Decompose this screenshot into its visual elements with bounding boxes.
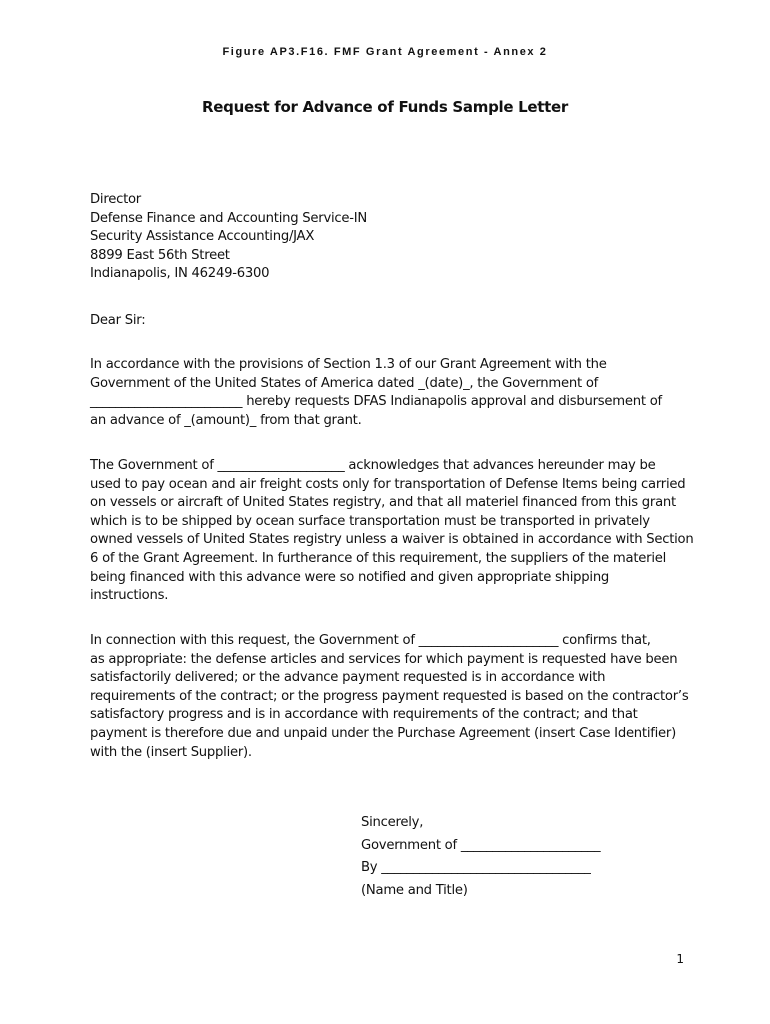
paragraph-line: which is to be shipped by ocean surface transportation must be transported in privately — [90, 513, 650, 529]
page-number: 1 — [676, 952, 684, 966]
signature-government-line: Government of ______________________ — [361, 837, 601, 853]
recipient-address — [90, 191, 690, 284]
salutation: Dear Sir: — [90, 313, 146, 328]
address-line: Indianapolis, IN 46249-6300 — [90, 266, 270, 282]
signature-name-title: (Name and Title) — [361, 882, 468, 898]
address-line: 8899 East 56th Street — [90, 247, 230, 263]
paragraph-line: an advance of _(amount)_ from that grant. — [90, 412, 362, 428]
signature-by-line: By _________________________________ — [361, 860, 591, 875]
address-line: Security Assistance Accounting/JAX — [90, 229, 315, 245]
paragraph-request — [90, 356, 690, 430]
paragraph-line: used to pay ocean and air freight costs only for transportation of Defense Items being carried — [90, 476, 686, 492]
paragraph-line: ________________________ hereby requests DFAS Indianapolis approval and disbursement of — [90, 394, 662, 410]
paragraph-line: instructions. — [90, 588, 169, 604]
paragraph-line: Government of the United States of America dated _(date)_, the Government of — [90, 375, 599, 391]
paragraph-line: satisfactory progress and is in accordance with requirements of the contract; and that — [90, 707, 638, 723]
letter-title: Request for Advance of Funds Sample Letter — [202, 98, 568, 116]
address-line: Director — [90, 192, 141, 207]
signature-block — [361, 812, 661, 902]
paragraph-line: requirements of the contract; or the progress payment requested is based on the contractor’s — [90, 688, 689, 704]
paragraph-line: In accordance with the provisions of Section 1.3 of our Grant Agreement with the — [90, 357, 607, 372]
paragraph-line: satisfactorily delivered; or the advance payment requested is in accordance with — [90, 670, 606, 686]
paragraph-line: The Government of ____________________ acknowledges that advances hereunder may be — [90, 458, 656, 473]
paragraph-line: 6 of the Grant Agreement. In furtherance of this requirement, the suppliers of the materiel — [90, 550, 667, 566]
figure-caption: Figure AP3.F16. FMF Grant Agreement - Annex 2 — [222, 46, 548, 58]
address-line: Defense Finance and Accounting Service-IN — [90, 210, 368, 226]
signature-closing: Sincerely, — [361, 815, 424, 830]
paragraph-line: on vessels or aircraft of United States registry, and that all materiel financed from this grant — [90, 495, 676, 511]
paragraph-confirmation — [90, 632, 690, 762]
paragraph-line: with the (insert Supplier). — [90, 744, 252, 760]
paragraph-line: In connection with this request, the Government of ______________________ confirms that, — [90, 633, 651, 648]
paragraph-line: being financed with this advance were so notified and given appropriate shipping — [90, 569, 610, 585]
paragraph-line: payment is therefore due and unpaid under the Purchase Agreement (insert Case Identifier) — [90, 725, 676, 741]
paragraph-line: as appropriate: the defense articles and services for which payment is requested have been — [90, 651, 678, 667]
paragraph-line: owned vessels of United States registry unless a waiver is obtained in accordance with Section — [90, 532, 694, 548]
paragraph-acknowledgement — [90, 457, 694, 606]
